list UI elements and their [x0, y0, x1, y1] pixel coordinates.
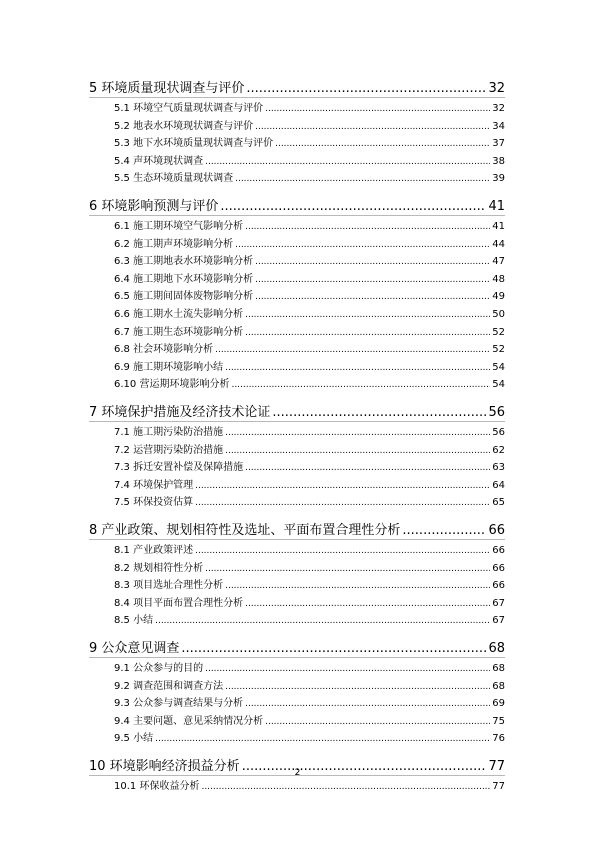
- toc-entry-title: 10.1 环保收益分析: [114, 781, 200, 792]
- chapter-underline: [89, 657, 505, 658]
- dot-leader: [275, 137, 490, 151]
- dot-leader: [265, 715, 490, 729]
- toc-entry-page-number: 56: [488, 405, 505, 420]
- toc-entry-title: 7.2 运营期污染防治措施: [114, 444, 224, 456]
- toc-entry-title: 7.4 环境保护管理: [114, 479, 194, 491]
- toc-entry-page-number: 44: [492, 238, 505, 250]
- toc-section-entry[interactable]: [114, 426, 505, 440]
- toc-entry-title: 9.4 主要问题、意见采纳情况分析: [114, 715, 264, 727]
- dot-leader: [245, 697, 490, 711]
- toc-entry-title: 5.3 地下水环境质量现状调查与评价: [114, 138, 274, 150]
- toc-section-entry[interactable]: [114, 290, 505, 304]
- dot-leader: [201, 780, 490, 794]
- toc-entry-title: 9.5 小结: [114, 733, 154, 745]
- toc-entry-page-number: 67: [492, 597, 505, 609]
- toc-section-entry[interactable]: [114, 378, 505, 392]
- toc-section-entry[interactable]: [114, 461, 505, 475]
- toc-entry-title: 8.2 规划相符性分析: [114, 562, 204, 574]
- dot-leader: [245, 461, 490, 475]
- toc-entry-title: 6.2 施工期声环境影响分析: [114, 238, 234, 250]
- dot-leader: [195, 496, 490, 510]
- toc-entry-title: 6.1 施工期环境空气影响分析: [114, 221, 244, 232]
- toc-section-entry[interactable]: [114, 273, 505, 287]
- dot-leader: [225, 361, 490, 375]
- toc-entry-page-number: 66: [492, 545, 505, 556]
- toc-entry-page-number: 68: [492, 680, 505, 692]
- dot-leader: [225, 579, 490, 593]
- toc-section-entry[interactable]: [114, 255, 505, 269]
- toc-entry-page-number: 41: [488, 199, 505, 214]
- toc-section-entry[interactable]: [114, 697, 505, 711]
- toc-section-entry[interactable]: [114, 326, 505, 340]
- toc-entry-title: 5.4 声环境现状调查: [114, 155, 204, 167]
- toc-section-entry[interactable]: [114, 662, 505, 676]
- toc-entry-title: 8.4 项目平面布置合理性分析: [114, 597, 244, 609]
- toc-entry-title: 7.1 施工期污染防治措施: [114, 427, 224, 438]
- toc-entry-title: 6.8 社会环境影响分析: [114, 344, 214, 356]
- toc-entry-page-number: 34: [492, 120, 505, 132]
- dot-leader: [272, 404, 486, 422]
- toc-entry-page-number: 63: [492, 462, 505, 474]
- toc-entry-page-number: 64: [492, 479, 505, 491]
- dot-leader: [245, 597, 490, 611]
- toc-entry-title: 6.5 施工期间固体废物影响分析: [114, 291, 254, 303]
- toc-section-entry[interactable]: [114, 343, 505, 357]
- toc-entry-page-number: 67: [492, 615, 505, 627]
- toc-entry-title: 9.3 公众参与调查结果与分析: [114, 698, 244, 710]
- toc-entry-page-number: 65: [492, 497, 505, 509]
- toc-entry-title: 6.4 施工期地下水环境影响分析: [114, 273, 254, 285]
- toc-section-entry[interactable]: [114, 562, 505, 576]
- toc-section-entry[interactable]: [114, 597, 505, 611]
- toc-entry-page-number: 50: [492, 309, 505, 320]
- toc-entry-page-number: 54: [492, 379, 505, 391]
- toc-chapter-entry[interactable]: [89, 640, 505, 658]
- toc-entry-title: 5.2 地表水环境现状调查与评价: [114, 120, 254, 132]
- page-number: 2: [294, 768, 301, 778]
- toc-entry-title: 8.1 产业政策评述: [114, 545, 194, 556]
- toc-entry-title: 8.3 项目选址合理性分析: [114, 580, 224, 592]
- toc-entry-page-number: 77: [488, 759, 505, 774]
- toc-section-entry[interactable]: [114, 137, 505, 151]
- toc-chapter-entry[interactable]: [89, 404, 505, 422]
- toc-chapter-entry[interactable]: [89, 522, 505, 540]
- toc-section-entry[interactable]: [114, 238, 505, 252]
- toc-section-entry[interactable]: [114, 308, 505, 322]
- toc-entry-title: 8.5 小结: [114, 615, 154, 627]
- toc-entry-title: 6.10 营运期环境影响分析: [114, 379, 230, 391]
- toc-entry-page-number: 68: [488, 641, 505, 656]
- dot-leader: [155, 732, 490, 746]
- dot-leader: [205, 155, 490, 169]
- dot-leader: [255, 120, 490, 134]
- dot-leader: [195, 479, 490, 493]
- dot-leader: [231, 378, 490, 392]
- toc-entry-title: 5 环境质量现状调查与评价: [89, 81, 245, 96]
- dot-leader: [225, 426, 490, 440]
- toc-section-entry[interactable]: [114, 544, 505, 558]
- dot-leader: [265, 102, 490, 116]
- toc-entry-title: 8 产业政策、规划相符性及选址、平面布置合理性分析: [89, 523, 401, 538]
- toc-section-entry[interactable]: [114, 361, 505, 375]
- toc-section-entry[interactable]: [114, 680, 505, 694]
- toc-entry-page-number: 41: [492, 221, 505, 232]
- toc-section-entry[interactable]: [114, 102, 505, 116]
- dot-leader: [255, 273, 490, 287]
- dot-leader: [255, 290, 490, 304]
- toc-entry-page-number: 77: [492, 781, 505, 792]
- toc-entry-page-number: 38: [492, 155, 505, 167]
- toc-entry-title: 6.7 施工期生态环境影响分析: [114, 326, 244, 338]
- toc-section-entry[interactable]: [114, 120, 505, 134]
- toc-entry-title: 5.5 生态环境质量现状调查: [114, 173, 234, 185]
- dot-leader: [225, 444, 490, 458]
- dot-leader: [155, 614, 490, 628]
- toc-entry-page-number: 69: [492, 698, 505, 710]
- toc-section-entry[interactable]: [114, 715, 505, 729]
- dot-leader: [195, 544, 490, 558]
- dot-leader: [245, 308, 490, 322]
- toc-entry-page-number: 66: [488, 523, 505, 538]
- dot-leader: [235, 172, 490, 186]
- dot-leader: [246, 80, 486, 98]
- dot-leader: [225, 680, 490, 694]
- toc-section-entry[interactable]: [114, 579, 505, 593]
- toc-entry-page-number: 32: [492, 103, 505, 114]
- toc-section-entry[interactable]: [114, 496, 505, 510]
- toc-section-entry[interactable]: [114, 220, 505, 234]
- toc-entry-page-number: 68: [492, 663, 505, 674]
- toc-chapter-entry[interactable]: [89, 198, 505, 216]
- toc-entry-title: 7.5 环保投资估算: [114, 497, 194, 509]
- toc-entry-page-number: 54: [492, 361, 505, 373]
- dot-leader: [215, 343, 490, 357]
- toc-section-entry[interactable]: [114, 155, 505, 169]
- toc-entry-page-number: 66: [492, 580, 505, 592]
- toc-entry-page-number: 75: [492, 715, 505, 727]
- dot-leader: [255, 255, 490, 269]
- toc-entry-page-number: 66: [492, 562, 505, 574]
- chapter-underline: [89, 97, 505, 98]
- toc-section-entry[interactable]: [114, 479, 505, 493]
- toc-section-entry[interactable]: [114, 780, 505, 794]
- dot-leader: [220, 198, 486, 216]
- toc-entry-page-number: 56: [492, 427, 505, 438]
- dot-leader: [402, 522, 486, 540]
- toc-entry-title: 6.6 施工期水土流失影响分析: [114, 309, 244, 320]
- chapter-underline: [89, 421, 505, 422]
- toc-section-entry[interactable]: [114, 444, 505, 458]
- toc-section-entry[interactable]: [114, 732, 505, 746]
- dot-leader: [205, 662, 490, 676]
- toc-entry-page-number: 32: [488, 81, 505, 96]
- toc-entry-title: 5.1 环境空气质量现状调查与评价: [114, 103, 264, 114]
- toc-entry-page-number: 52: [492, 344, 505, 356]
- toc-entry-title: 6.3 施工期地表水环境影响分析: [114, 256, 254, 268]
- dot-leader: [181, 640, 486, 658]
- toc-entry-title: 6 环境影响预测与评价: [89, 199, 219, 214]
- chapter-underline: [89, 539, 505, 540]
- toc-entry-title: 10 环境影响经济损益分析: [89, 759, 240, 774]
- toc-entry-page-number: 37: [492, 138, 505, 150]
- toc-entry-page-number: 62: [492, 444, 505, 456]
- toc-entry-page-number: 48: [492, 273, 505, 285]
- dot-leader: [235, 238, 490, 252]
- chapter-underline: [89, 215, 505, 216]
- toc-chapter-entry[interactable]: [89, 80, 505, 98]
- toc-section-entry[interactable]: [114, 614, 505, 628]
- toc-entry-page-number: 76: [492, 733, 505, 745]
- toc-entry-title: 9 公众意见调查: [89, 641, 180, 656]
- toc-entry-page-number: 52: [492, 326, 505, 338]
- toc-entry-title: 7 环境保护措施及经济技术论证: [89, 405, 271, 420]
- dot-leader: [245, 326, 490, 340]
- toc-entry-page-number: 47: [492, 256, 505, 268]
- toc-entry-page-number: 39: [492, 173, 505, 185]
- dot-leader: [245, 220, 490, 234]
- toc-section-entry[interactable]: [114, 172, 505, 186]
- dot-leader: [205, 562, 490, 576]
- toc-entry-title: 7.3 拆迁安置补偿及保障措施: [114, 462, 244, 474]
- toc-entry-page-number: 49: [492, 291, 505, 303]
- toc-entry-title: 9.1 公众参与的目的: [114, 663, 204, 674]
- toc-entry-title: 6.9 施工期环境影响小结: [114, 361, 224, 373]
- toc-entry-title: 9.2 调查范围和调查方法: [114, 680, 224, 692]
